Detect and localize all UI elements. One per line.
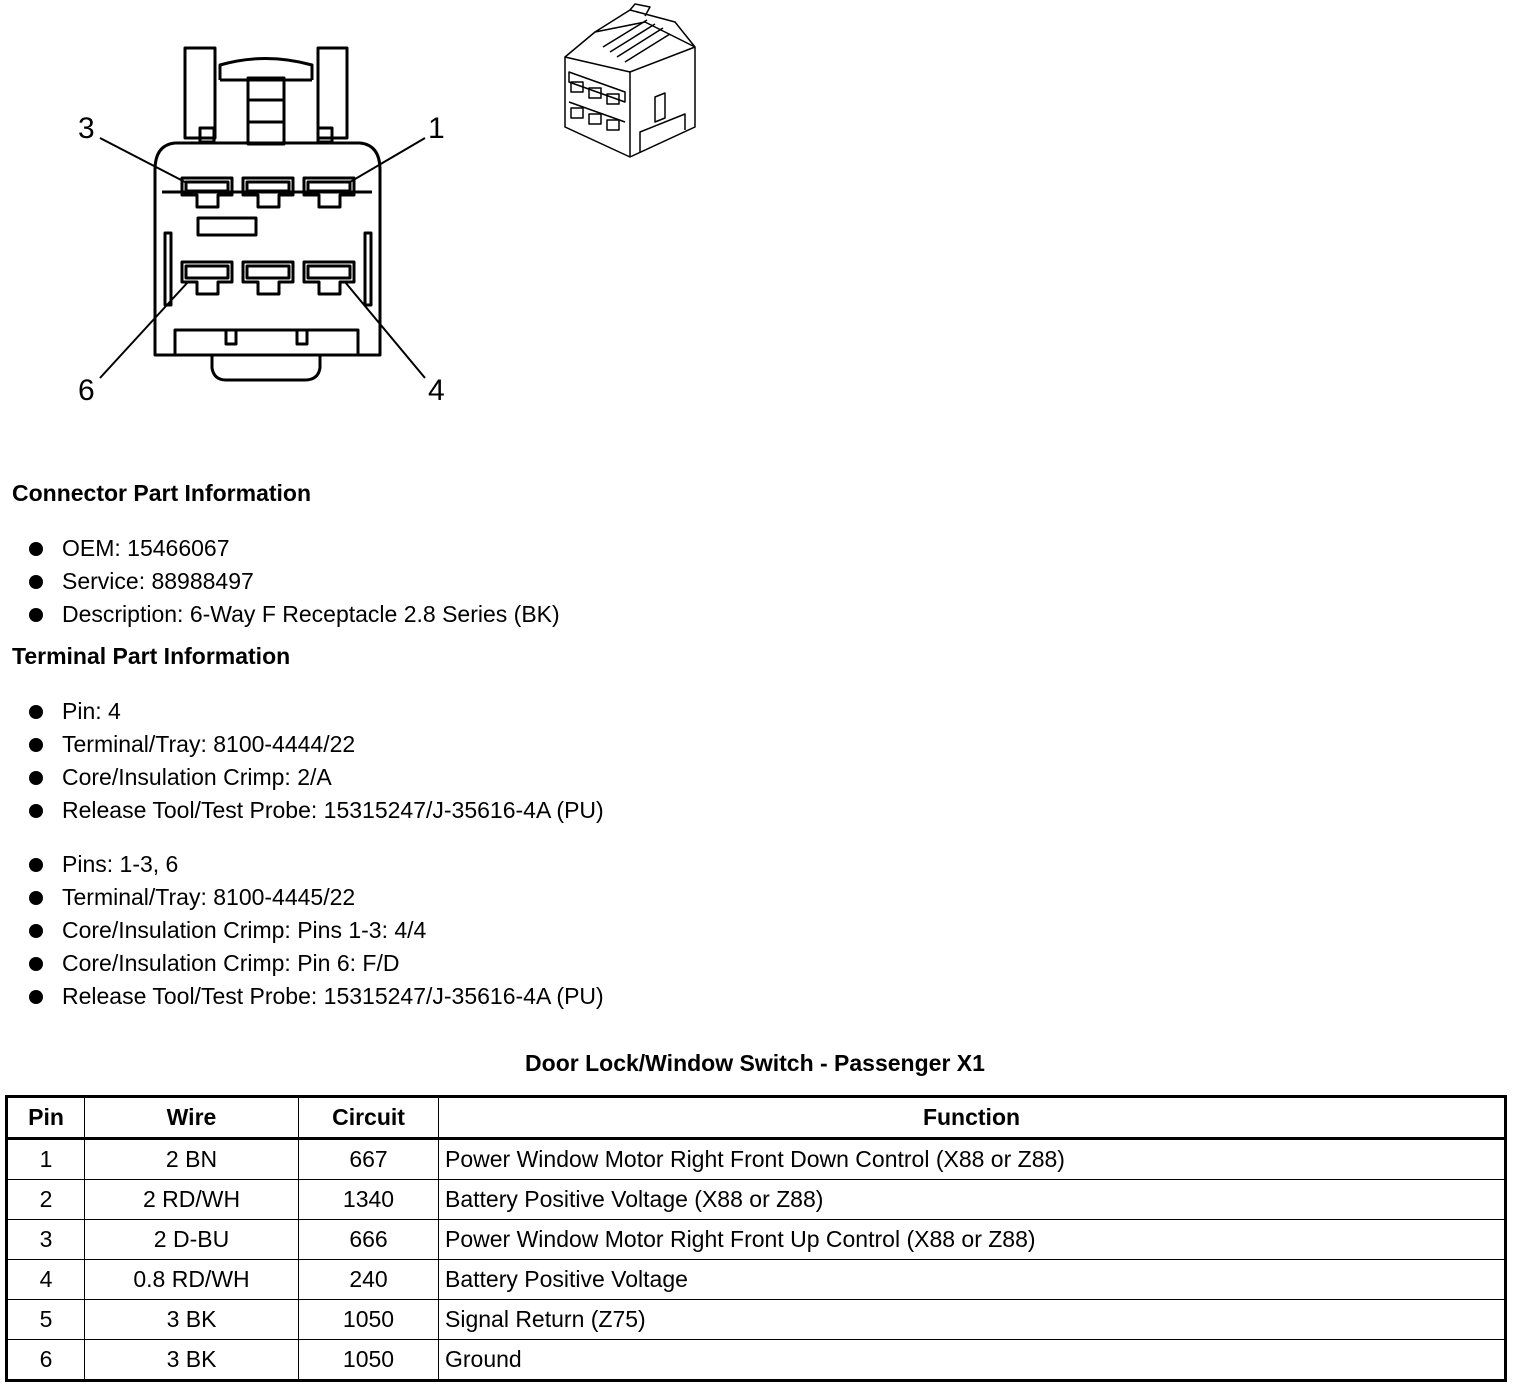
cell-function: Battery Positive Voltage (X88 or Z88) <box>439 1180 1506 1220</box>
pin-label-3: 3 <box>78 112 95 145</box>
list-item: Core/Insulation Crimp: Pin 6: F/D <box>28 947 604 980</box>
cell-circuit: 667 <box>299 1139 439 1180</box>
cell-function: Power Window Motor Right Front Down Control (X88 or Z88) <box>439 1139 1506 1180</box>
cell-wire: 0.8 RD/WH <box>85 1260 299 1300</box>
table-row <box>7 1139 1506 1180</box>
header-wire: Wire <box>85 1097 299 1139</box>
connector-face-diagram <box>60 0 480 420</box>
cell-function: Ground <box>439 1340 1506 1381</box>
table-row <box>7 1180 1506 1220</box>
cell-wire: 3 BK <box>85 1300 299 1340</box>
terminal-part-info-list-pin4 <box>28 695 604 827</box>
cavity-bottom-row <box>182 262 354 294</box>
header-function: Function <box>439 1097 1506 1139</box>
list-item: Core/Insulation Crimp: Pins 1-3: 4/4 <box>28 914 604 947</box>
cell-pin: 4 <box>7 1260 85 1300</box>
table-title: Door Lock/Window Switch - Passenger X1 <box>525 1050 985 1076</box>
pinout-table <box>5 1095 1507 1382</box>
list-item: Terminal/Tray: 8100-4445/22 <box>28 881 604 914</box>
list-item: OEM: 15466067 <box>28 532 560 565</box>
cell-circuit: 1050 <box>299 1340 439 1381</box>
cell-pin: 2 <box>7 1180 85 1220</box>
header-pin: Pin <box>7 1097 85 1139</box>
cell-function: Signal Return (Z75) <box>439 1300 1506 1340</box>
pin-label-1: 1 <box>428 112 445 145</box>
list-item: Description: 6-Way F Receptacle 2.8 Series (BK) <box>28 598 560 631</box>
cell-pin: 5 <box>7 1300 85 1340</box>
cell-wire: 3 BK <box>85 1340 299 1381</box>
connector-isometric-view <box>555 2 705 162</box>
cell-circuit: 1340 <box>299 1180 439 1220</box>
list-item: Pins: 1-3, 6 <box>28 848 604 881</box>
cell-pin: 3 <box>7 1220 85 1260</box>
table-row <box>7 1260 1506 1300</box>
cell-circuit: 240 <box>299 1260 439 1300</box>
connector-part-info-list <box>28 532 560 631</box>
cell-function: Battery Positive Voltage <box>439 1260 1506 1300</box>
cell-wire: 2 RD/WH <box>85 1180 299 1220</box>
pin-label-6: 6 <box>78 374 95 407</box>
cavity-top-row <box>182 178 354 207</box>
list-item: Release Tool/Test Probe: 15315247/J-35616-4A (PU) <box>28 794 604 827</box>
terminal-part-info-list-pins-1-3-6 <box>28 848 604 1013</box>
cell-function: Power Window Motor Right Front Up Control (X88 or Z88) <box>439 1220 1506 1260</box>
cell-circuit: 1050 <box>299 1300 439 1340</box>
table-row <box>7 1340 1506 1381</box>
list-item: Core/Insulation Crimp: 2/A <box>28 761 604 794</box>
table-header-row <box>7 1097 1506 1139</box>
cell-circuit: 666 <box>299 1220 439 1260</box>
table-row <box>7 1220 1506 1260</box>
table-row <box>7 1300 1506 1340</box>
list-item: Service: 88988497 <box>28 565 560 598</box>
list-item: Pin: 4 <box>28 695 604 728</box>
cell-wire: 2 D-BU <box>85 1220 299 1260</box>
terminal-part-info-heading: Terminal Part Information <box>12 643 291 669</box>
pin-label-4: 4 <box>428 374 445 407</box>
list-item: Terminal/Tray: 8100-4444/22 <box>28 728 604 761</box>
cell-wire: 2 BN <box>85 1139 299 1180</box>
cell-pin: 1 <box>7 1139 85 1180</box>
connector-part-info-heading: Connector Part Information <box>12 480 312 506</box>
cell-pin: 6 <box>7 1340 85 1381</box>
header-circuit: Circuit <box>299 1097 439 1139</box>
list-item: Release Tool/Test Probe: 15315247/J-35616-4A (PU) <box>28 980 604 1013</box>
